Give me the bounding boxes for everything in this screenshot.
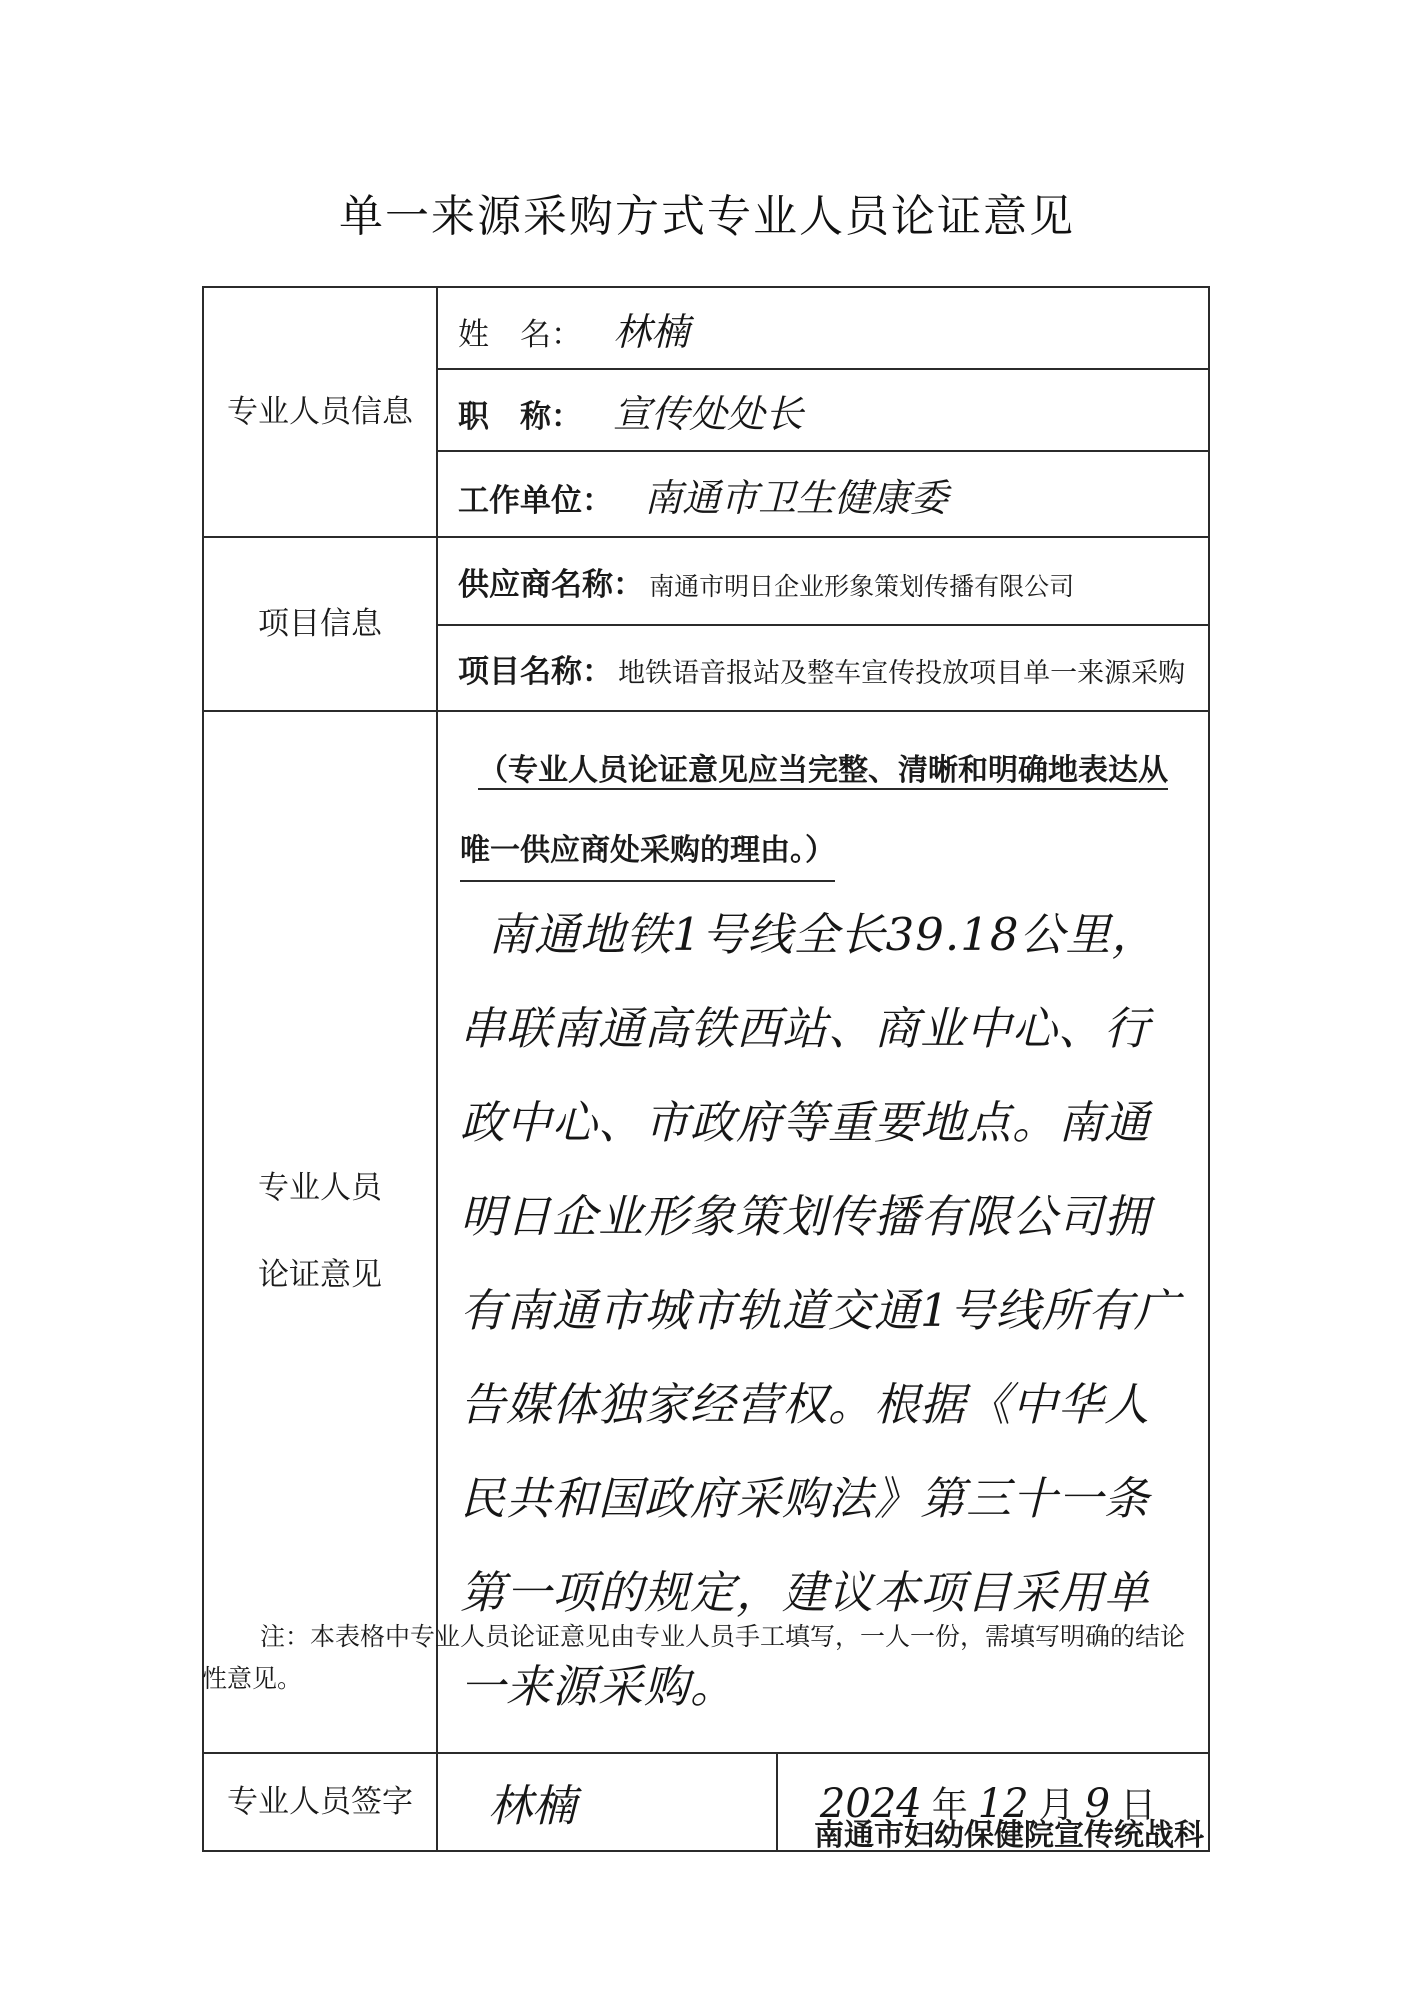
date-month: 12 [977, 1780, 1029, 1827]
opinion-label-line1: 专业人员 [258, 1170, 382, 1207]
instruction-line1: （专业人员论证意见应当完整、清晰和明确地表达从 [478, 753, 1168, 788]
project-row [437, 625, 1209, 711]
name-value: 林楠 [613, 309, 690, 354]
signature-label: 专业人员签字 [203, 1753, 437, 1851]
work-unit-value: 南通市卫生健康委 [644, 475, 949, 520]
unit-row [437, 451, 1209, 537]
instruction-line2: 唯一供应商处采购的理由。） [460, 822, 835, 882]
date-year: 2024 [819, 1780, 922, 1827]
supplier-value: 南通市明日企业形象策划传播有限公司 [649, 571, 1075, 601]
signature-name: 林楠 [488, 1781, 576, 1832]
day-unit: 日 [1120, 1784, 1157, 1826]
supplier-label: 供应商名称： [458, 566, 644, 603]
project-info-section-label: 项目信息 [203, 537, 437, 711]
year-unit: 年 [931, 1784, 968, 1826]
project-value: 地铁语音报站及整车宣传投放项目单一来源采购 [618, 657, 1186, 689]
expert-info-section-label: 专业人员信息 [203, 287, 437, 537]
footnote: 注：本表格中专业人员论证意见由专业人员手工填写，一人一份，需填写明确的结论性意见。 [202, 1622, 1186, 1693]
opinion-handwritten-text: 南通地铁1号线全长39.18公里，串联南通高铁西站、商业中心、行政中心、市政府等重要地点。南通明日企业形象策划传播有限公司拥有南通市城市轨道交通1号线所有广告媒体独家经营权。根据《中华人民共和国政府采购法》第三十一条第一项的规定，建议本项目采用单一来源采购。 [460, 908, 1180, 1713]
name-label: 姓 名： [458, 316, 582, 353]
work-unit-label: 工作单位： [458, 482, 613, 519]
page-title: 单一来源采购方式专业人员论证意见 [339, 191, 1075, 242]
job-title-label: 职 称： [458, 398, 582, 435]
opinion-content [437, 711, 1209, 1753]
opinion-label-line2: 论证意见 [258, 1257, 382, 1293]
name-row [437, 287, 1209, 369]
month-unit: 月 [1038, 1784, 1075, 1826]
signature-cell [437, 1753, 777, 1851]
opinion-section-label [203, 711, 437, 1753]
date-day: 9 [1084, 1780, 1111, 1827]
supplier-row [437, 537, 1209, 625]
job-title-value: 宣传处处长 [613, 391, 804, 436]
organization-name: 南通市妇幼保健院宣传统战科 [814, 1818, 1204, 1853]
project-label: 项目名称： [458, 653, 613, 690]
title-row [437, 369, 1209, 451]
